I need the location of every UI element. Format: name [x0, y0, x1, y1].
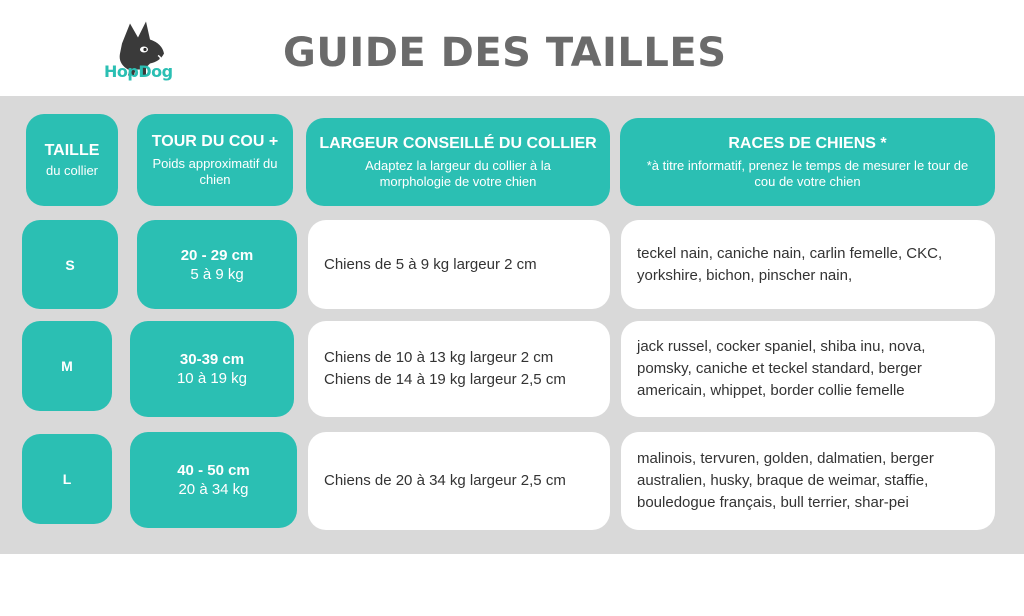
breeds-line: australien, husky, braque de weimar, staffie,	[637, 472, 929, 489]
width-line: Chiens de 20 à 34 kg largeur 2,5 cm	[324, 472, 566, 489]
width-cell-l	[308, 432, 610, 530]
neck-range: 20 - 29 cm	[180, 246, 254, 264]
size-label: L	[62, 471, 72, 487]
breeds-line: teckel nain, caniche nain, carlin femelle, CKC,	[637, 244, 943, 262]
header-size	[26, 114, 118, 206]
brand-name: HopDog	[104, 62, 173, 81]
neck-range: 40 - 50 cm	[177, 462, 250, 479]
header-neck-subtitle: Poids approximatif du chien	[152, 156, 278, 187]
size-cell-s	[22, 220, 118, 309]
page-title: GUIDE DES TAILLES	[283, 30, 727, 76]
width-line: Chiens de 10 à 13 kg largeur 2 cm	[324, 349, 554, 366]
header-neck	[137, 114, 293, 206]
weight-range: 5 à 9 kg	[190, 265, 244, 283]
neck-cell-l	[130, 432, 297, 528]
header-size-title: TAILLE	[44, 142, 100, 159]
neck-cell-m	[130, 321, 294, 417]
width-cell-m	[308, 321, 610, 417]
header-breeds-title: RACES DE CHIENS *	[728, 135, 887, 152]
size-cell-m	[22, 321, 112, 411]
breeds-cell-m	[621, 321, 995, 417]
weight-range: 20 à 34 kg	[178, 481, 249, 498]
breeds-line: americain, whippet, border collie femelle	[637, 382, 905, 399]
breeds-line: jack russel, cocker spaniel, shiba inu, nova,	[637, 338, 926, 355]
neck-range: 30-39 cm	[179, 351, 245, 368]
width-cell-s	[308, 220, 610, 309]
header-breeds-subtitle: *à titre informatif, prenez le temps de mesurer le tour de cou de votre chien	[646, 158, 969, 189]
header-neck-title: TOUR DU COU +	[151, 133, 279, 150]
breeds-cell-s	[621, 220, 995, 309]
width-line: Chiens de 5 à 9 kg largeur 2 cm	[324, 255, 537, 273]
neck-cell-s	[137, 220, 297, 309]
header-width-title: LARGEUR CONSEILLÉ DU COLLIER	[319, 135, 597, 152]
width-line: Chiens de 14 à 19 kg largeur 2,5 cm	[324, 371, 566, 388]
size-cell-l	[22, 434, 112, 524]
weight-range: 10 à 19 kg	[176, 370, 248, 387]
header-width	[306, 118, 610, 206]
breeds-cell-l	[621, 432, 995, 530]
header-breeds	[620, 118, 995, 206]
size-label: M	[61, 358, 73, 374]
breeds-line: yorkshire, bichon, pinscher nain,	[637, 266, 853, 284]
size-label: S	[65, 256, 75, 273]
header-size-subtitle: du collier	[45, 163, 99, 178]
header-width-subtitle: Adaptez la largeur du collier à la morphologie de votre chien	[365, 158, 551, 189]
breeds-line: pomsky, caniche et teckel standard, berger	[637, 360, 922, 377]
breeds-line: bouledogue français, bull terrier, shar-pei	[637, 494, 909, 511]
breeds-line: malinois, tervuren, golden, dalmatien, berger	[637, 450, 934, 467]
